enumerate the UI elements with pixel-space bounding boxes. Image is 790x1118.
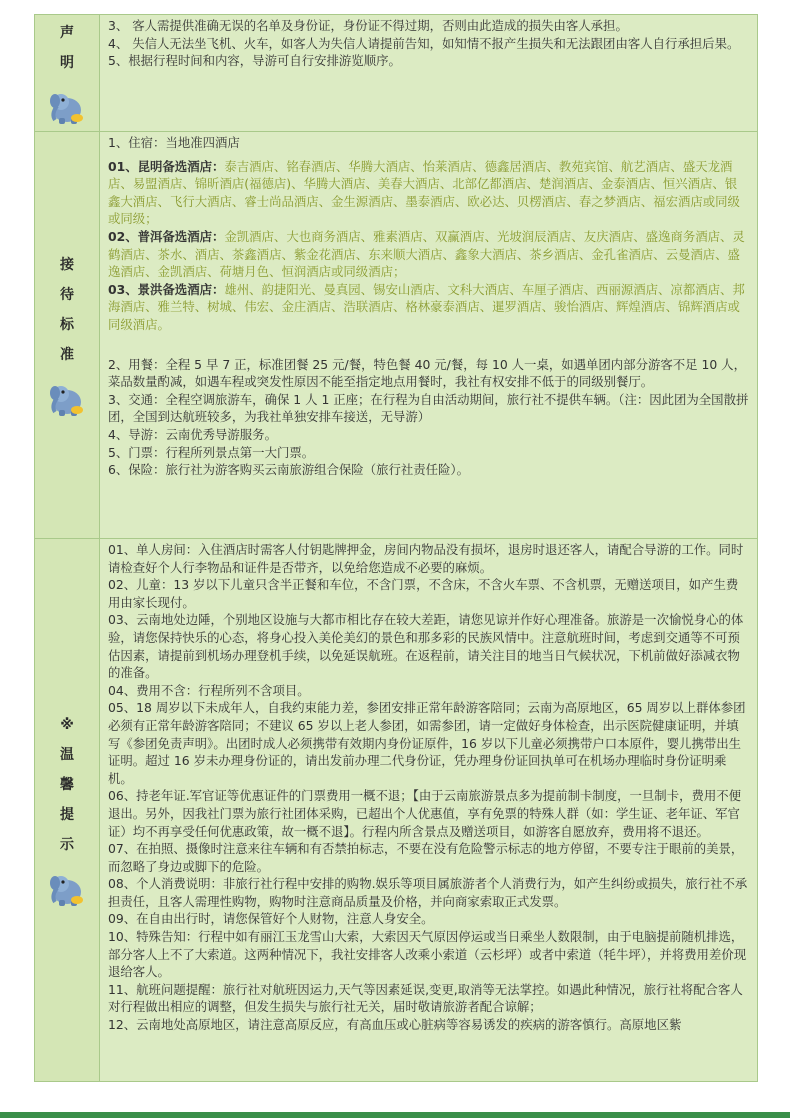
notice-content [100,15,757,131]
tip-item: 10、特殊告知：行程中如有丽江玉龙雪山大索，大索因天气原因停运或当日乘坐人数限制，由于电脑提前随机排选，部分客人上不了大索道。这两种情况下，我社安排客人改乘小索道（云杉坪）或者中索道（牦牛坪），并将费用差价现退给客人。 [108,929,747,980]
jinghong-hotels: 03、景洪备选酒店：雄州、韵捷阳光、曼真园、锡安山酒店、文科大酒店、车厘子酒店、西丽源酒店、凉都酒店、邦海酒店、雅兰特、树城、伟宏、金庄酒店、浩联酒店、格林豪泰酒店、暹罗酒店、骏怡酒店、辉煌酒店、锦辉酒店或同级酒店。 [108,281,745,332]
standards-row [35,131,757,538]
tickets-info: 5、门票：行程所列景点第一大门票。 [108,444,315,460]
tip-item: 02、儿童：13 岁以下儿童只含半正餐和车位，不含门票，不含床，不含火车票、不含机票，无赠送项目，如产生费用由家长现付。 [108,577,739,610]
notice-row [35,15,757,131]
kunming-hotels: 01、昆明备选酒店：泰吉酒店、铭春酒店、华腾大酒店、怡莱酒店、德鑫居酒店、教苑宾馆、航艺酒店、盛天龙酒店、易盟酒店、锦昕酒店(福德店)、华腾大酒店、美春大酒店、北部亿都酒店、楚润酒店、金泰酒店、恒兴酒店、银鑫大酒店、飞行大酒店、睿士尚品酒店、金生源酒店、墨泰酒店、欧必达、贝楞酒店、春之梦酒店、福宏酒店或同级或同级； [108,158,740,227]
tip-item: 01、单人房间：入住酒店时需客人付钥匙牌押金，房间内物品没有损坏，退房时退还客人，请配合导游的工作。同时请检查好个人行李物品和证件是否带齐，以免给您造成不必要的麻烦。 [108,542,744,575]
notice-label: 声 明 [35,15,100,131]
standards-content [100,132,757,538]
tip-item: 07、在拍照、摄像时注意来往车辆和有否禁拍标志，不要在没有危险警示标志的地方停留，不要专注于眼前的美景，而忽略了身边或脚下的危险。 [108,841,744,874]
notice-line: 3、 客人需提供准确无误的名单及身份证，身份证不得过期，否则由此造成的损失由客人承担。 [108,18,628,33]
tip-item: 11、航班问题提醒：旅行社对航班因运力,天气等因素延误,变更,取消等无法掌控。如遇此种情况，旅行社将配合客人对行程做出相应的调整，但发生损失与旅行社无关，届时敬请旅游者配合谅解； [108,981,743,1015]
lodging-title: 1、住宿：当地准四酒店 [108,135,240,150]
tip-item: 12、云南地处高原地区，请注意高原反应，有高血压或心脏病等容易诱发的疾病的游客慎行。高原地区紫 [108,1017,682,1033]
tip-item: 06、持老年证.军官证等优惠证件的门票费用一概不退；【由于云南旅游景点多为提前制卡制度，一旦制卡，费用不便退出。另外，因我社门票为旅行社团体采购，已超出个人优惠值，享有免票的特殊人群（如：学生证、老年证、军官证）均不再享受任何优惠政策，故一概不退】。行程内所含景点及赠送项目，如游客自愿放弃，费用将不退还。 [108,788,742,839]
tip-item: 09、在自由出行时，请您保管好个人财物，注意人身安全。 [108,911,434,927]
elephant-mascot-icon [45,84,89,128]
tips-content [100,539,757,1081]
tip-item: 03、云南地处边陲，个别地区设施与大都市相比存在较大差距，请您见谅并作好心理准备。旅游是一次愉悦身心的体验，请您保持快乐的心态，将身心投入美伦美幻的景色和那多彩的民族风情中。注意航班时间，考虑到交通等不可预估因素，请提前到机场办理登机手续，以免延误航班。在返程前，请关注目的地当日气候状况，下机前做好添减衣物的准备。 [108,612,744,681]
tips-label: ※ 温 馨 提 示 [35,539,100,1081]
insurance-info: 6、保险：旅行社为游客购买云南旅游组合保险（旅行社责任险）。 [108,462,470,478]
puer-hotels: 02、普洱备选酒店：金凯酒店、大也商务酒店、雅素酒店、双赢酒店、光坡润辰酒店、友庆酒店、盛逸商务酒店、灵鹤酒店、茶水、酒店、茶鑫酒店、紫金花酒店、东来顺大酒店、鑫象大酒店、茶乡酒店、金孔雀酒店、云曼酒店、盛逸酒店、金凯酒店、荷塘月色、恒润酒店或同级酒店； [108,228,745,280]
tip-item: 08、个人消费说明：非旅行社行程中安排的购物.娱乐等项目属旅游者个人消费行为，如产生纠纷或损失，旅行社不承担责任，且客人需理性购物，购物时注意商品质量及价格，并向商家索取正式发票。 [108,876,748,909]
meals-info: 2、用餐：全程 5 早 7 正，标准团餐 25 元/餐，特色餐 40 元/餐，每 10 人一桌，如遇单团内部分游客不足 10 人，菜品数量酌减，如遇车程或突发性原因不能至指定地点用餐时，我社有权安排不低于的同级别餐厅。 [108,356,746,390]
elephant-mascot-icon [45,866,89,910]
footer-bar [0,1112,790,1118]
standards-label: 接 待 标 准 [35,132,100,538]
notice-line: 4、 失信人无法坐飞机、火车，如客人为失信人请提前告知，如知情不报产生损失和无法跟团由客人自行承担后果。 [108,35,740,51]
tip-item: 05、18 周岁以下未成年人，自我约束能力差，参团安排正常年龄游客陪同；云南为高原地区，65 周岁以上群体参团必须有正常年龄游客陪同；不建议 65 岁以上老人参团，如需参团，请一定做好身体检查，出示医院健康证明，并填写《参团免责声明》。出团时成人必须携带有效期内身份证原件，16 岁以下儿童必须携带户口本原件，婴儿携带出生证明。超过 16 岁未办理身份证的，请出发前办理二代身份证，凭办理身份证回执单可在机场办理临时身份证明乘机。 [108,700,746,786]
transport-info: 3、交通：全程空调旅游车，确保 1 人 1 正座；在行程为自由活动期间，旅行社不提供车辆。（注：因此团为全国散拼团，全国到达航班较多，为我社单独安排车接送，无导游） [108,391,749,425]
itinerary-table [34,14,758,1082]
tip-item: 04、费用不含：行程所列不含项目。 [108,682,310,698]
elephant-mascot-icon [45,376,89,420]
notice-line: 5、根据行程时间和内容，导游可自行安排游览顺序。 [108,53,401,69]
tips-row [35,538,757,1081]
guide-info: 4、导游：云南优秀导游服务。 [108,426,277,442]
